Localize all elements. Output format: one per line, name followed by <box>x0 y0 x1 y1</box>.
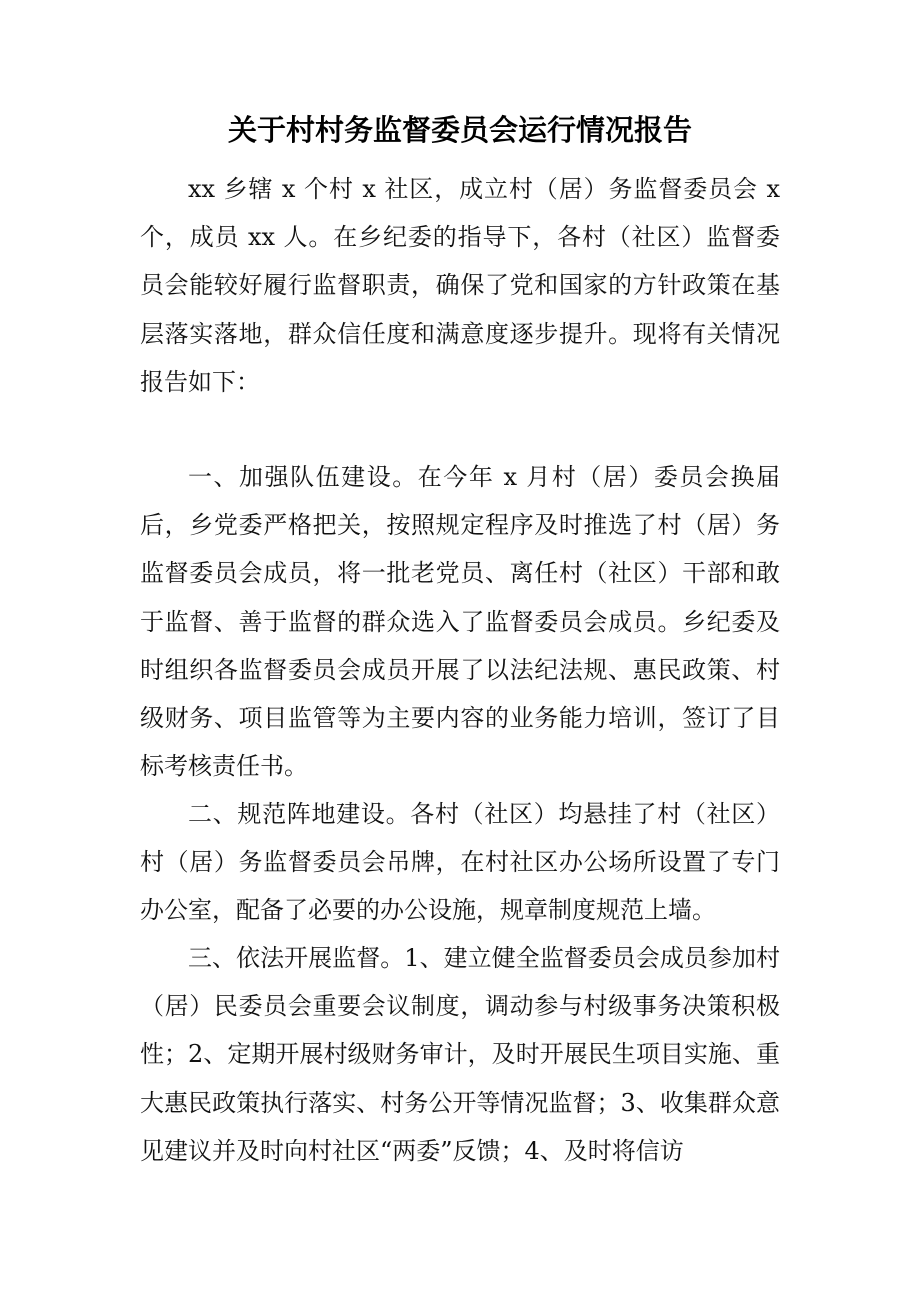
paragraph-supervision: 三、依法开展监督。1、建立健全监督委员会成员参加村（居）民委员会重要会议制度，调动参与村级事务决策积极性；2、定期开展村级财务审计，及时开展民生项目实施、重大惠民政策执行落实、村务公开等情况监督；3、收集群众意见建议并及时向村社区“两委”反馈；4、及时将信访 <box>140 944 780 1165</box>
document-title: 关于村村务监督委员会运行情况报告 <box>227 113 692 147</box>
paragraph-team-building: 一、加强队伍建设。在今年 x 月村（居）委员会换届后，乡党委严格把关，按照规定程序及时推选了村（居）务监督委员会成员，将一批老党员、离任村（社区）干部和敢于监督、善于监督的群众选入了监督委员会成员。乡纪委及时组织各监督委员会成员开展了以法纪法规、惠民政策、村级财务、项目监管等为主要内容的业务能力培训，签订了目标考核责任书。 <box>140 463 780 781</box>
paragraph-intro: xx 乡辖 x 个村 x 社区，成立村（居）务监督委员会 x 个，成员 xx 人。在乡纪委的指导下，各村（社区）监督委员会能较好履行监督职责，确保了党和国家的方针政策在基层落实落地，群众信任度和满意度逐步提升。现将有关情况报告如下： <box>140 175 780 396</box>
paragraph-facility-building: 二、规范阵地建设。各村（社区）均悬挂了村（社区）村（居）务监督委员会吊牌，在村社区办公场所设置了专门办公室，配备了必要的办公设施，规章制度规范上墙。 <box>140 800 780 925</box>
